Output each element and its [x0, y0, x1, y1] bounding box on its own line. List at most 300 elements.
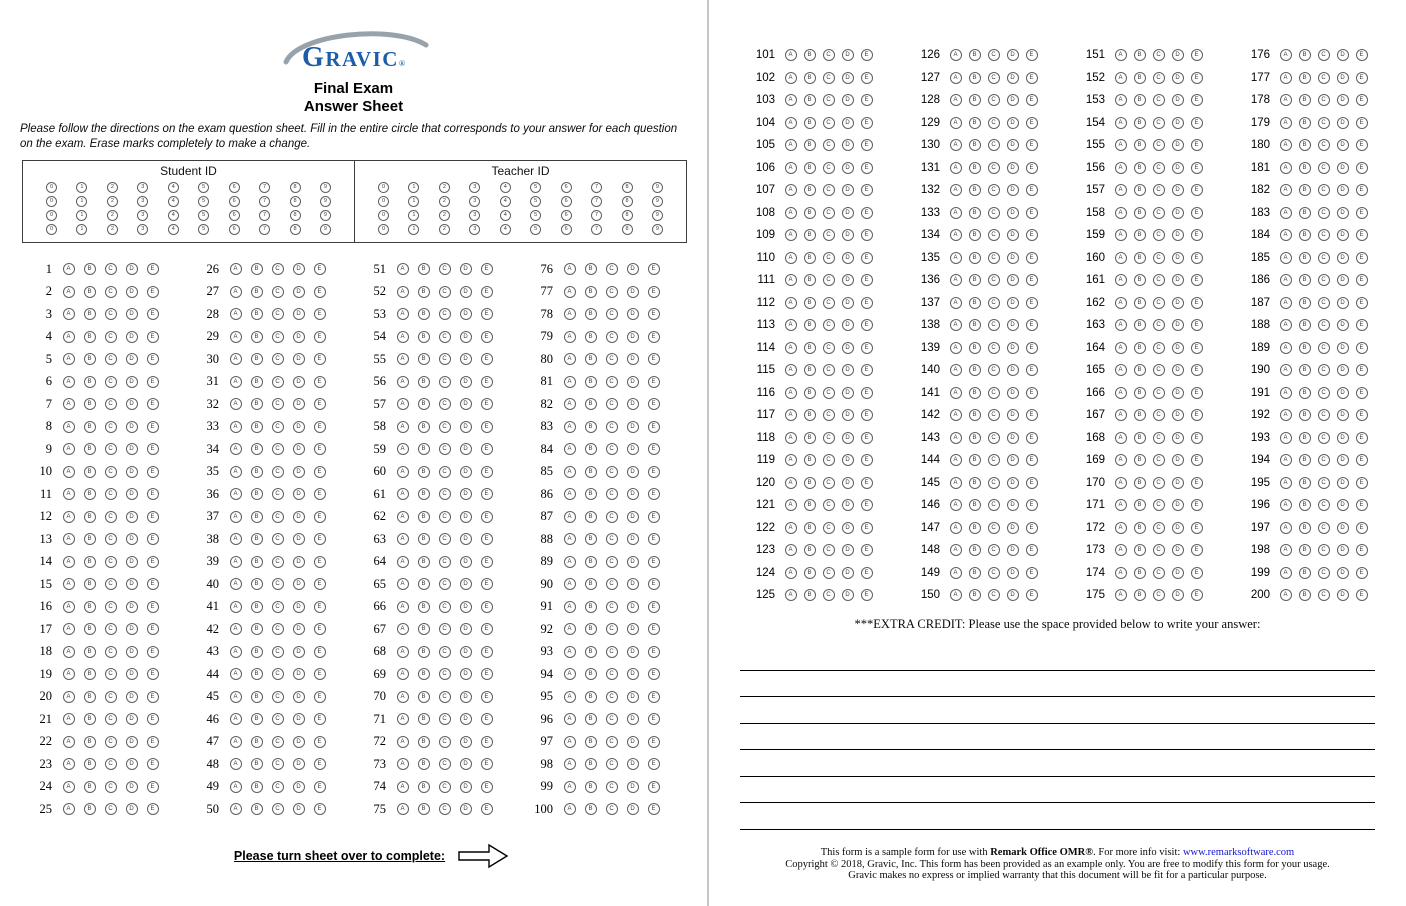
answer-bubble-199-C[interactable]: C — [1318, 567, 1330, 579]
answer-bubble-102-B[interactable]: B — [804, 72, 816, 84]
answer-bubble-17-A[interactable]: A — [63, 623, 75, 635]
answer-bubble-144-B[interactable]: B — [969, 454, 981, 466]
answer-bubble-80-D[interactable]: D — [627, 353, 639, 365]
answer-bubble-166-C[interactable]: C — [1153, 387, 1165, 399]
answer-bubble-144-E[interactable]: E — [1026, 454, 1038, 466]
answer-bubble-67-D[interactable]: D — [460, 623, 472, 635]
answer-bubble-4-E[interactable]: E — [147, 331, 159, 343]
answer-bubble-81-E[interactable]: E — [648, 376, 660, 388]
answer-bubble-111-A[interactable]: A — [785, 274, 797, 286]
answer-bubble-155-E[interactable]: E — [1191, 139, 1203, 151]
answer-bubble-43-C[interactable]: C — [272, 646, 284, 658]
id-digit-bubble-4[interactable]: 4 — [500, 196, 511, 207]
answer-bubble-116-B[interactable]: B — [804, 387, 816, 399]
answer-bubble-47-D[interactable]: D — [293, 736, 305, 748]
answer-bubble-177-E[interactable]: E — [1356, 72, 1368, 84]
answer-bubble-65-E[interactable]: E — [481, 578, 493, 590]
answer-bubble-87-B[interactable]: B — [585, 511, 597, 523]
answer-bubble-132-E[interactable]: E — [1026, 184, 1038, 196]
answer-bubble-180-B[interactable]: B — [1299, 139, 1311, 151]
answer-bubble-76-A[interactable]: A — [564, 263, 576, 275]
answer-bubble-139-B[interactable]: B — [969, 342, 981, 354]
answer-bubble-22-B[interactable]: B — [84, 736, 96, 748]
answer-bubble-196-A[interactable]: A — [1280, 499, 1292, 511]
answer-bubble-72-E[interactable]: E — [481, 736, 493, 748]
answer-bubble-145-A[interactable]: A — [950, 477, 962, 489]
answer-bubble-73-A[interactable]: A — [397, 758, 409, 770]
answer-bubble-193-C[interactable]: C — [1318, 432, 1330, 444]
answer-bubble-142-A[interactable]: A — [950, 409, 962, 421]
answer-bubble-165-C[interactable]: C — [1153, 364, 1165, 376]
answer-bubble-120-A[interactable]: A — [785, 477, 797, 489]
answer-bubble-175-D[interactable]: D — [1172, 589, 1184, 601]
id-digit-bubble-5[interactable]: 5 — [198, 224, 209, 235]
answer-bubble-199-A[interactable]: A — [1280, 567, 1292, 579]
answer-bubble-38-E[interactable]: E — [314, 533, 326, 545]
answer-bubble-3-E[interactable]: E — [147, 308, 159, 320]
answer-bubble-50-A[interactable]: A — [230, 803, 242, 815]
answer-bubble-36-E[interactable]: E — [314, 488, 326, 500]
answer-bubble-22-C[interactable]: C — [105, 736, 117, 748]
answer-bubble-104-A[interactable]: A — [785, 117, 797, 129]
answer-bubble-170-E[interactable]: E — [1191, 477, 1203, 489]
answer-bubble-177-A[interactable]: A — [1280, 72, 1292, 84]
answer-bubble-196-E[interactable]: E — [1356, 499, 1368, 511]
id-digit-bubble-1[interactable]: 1 — [76, 182, 87, 193]
id-digit-bubble-1[interactable]: 1 — [408, 196, 419, 207]
answer-bubble-191-D[interactable]: D — [1337, 387, 1349, 399]
answer-bubble-122-D[interactable]: D — [842, 522, 854, 534]
answer-bubble-84-E[interactable]: E — [648, 443, 660, 455]
answer-bubble-182-C[interactable]: C — [1318, 184, 1330, 196]
answer-bubble-134-B[interactable]: B — [969, 229, 981, 241]
answer-bubble-115-C[interactable]: C — [823, 364, 835, 376]
answer-bubble-159-A[interactable]: A — [1115, 229, 1127, 241]
answer-bubble-83-E[interactable]: E — [648, 421, 660, 433]
answer-bubble-199-D[interactable]: D — [1337, 567, 1349, 579]
answer-bubble-2-E[interactable]: E — [147, 286, 159, 298]
answer-bubble-59-E[interactable]: E — [481, 443, 493, 455]
answer-bubble-190-A[interactable]: A — [1280, 364, 1292, 376]
answer-bubble-102-E[interactable]: E — [861, 72, 873, 84]
answer-bubble-197-B[interactable]: B — [1299, 522, 1311, 534]
answer-bubble-44-A[interactable]: A — [230, 668, 242, 680]
answer-bubble-72-D[interactable]: D — [460, 736, 472, 748]
answer-bubble-166-D[interactable]: D — [1172, 387, 1184, 399]
answer-bubble-196-B[interactable]: B — [1299, 499, 1311, 511]
answer-bubble-133-A[interactable]: A — [950, 207, 962, 219]
answer-bubble-32-C[interactable]: C — [272, 398, 284, 410]
answer-bubble-141-A[interactable]: A — [950, 387, 962, 399]
answer-bubble-68-C[interactable]: C — [439, 646, 451, 658]
answer-bubble-22-D[interactable]: D — [126, 736, 138, 748]
answer-bubble-37-A[interactable]: A — [230, 511, 242, 523]
answer-bubble-88-D[interactable]: D — [627, 533, 639, 545]
answer-bubble-91-B[interactable]: B — [585, 601, 597, 613]
answer-bubble-92-B[interactable]: B — [585, 623, 597, 635]
answer-bubble-113-A[interactable]: A — [785, 319, 797, 331]
answer-bubble-149-A[interactable]: A — [950, 567, 962, 579]
answer-bubble-128-E[interactable]: E — [1026, 94, 1038, 106]
answer-bubble-146-B[interactable]: B — [969, 499, 981, 511]
answer-bubble-70-B[interactable]: B — [418, 691, 430, 703]
answer-bubble-187-A[interactable]: A — [1280, 297, 1292, 309]
answer-bubble-13-D[interactable]: D — [126, 533, 138, 545]
answer-bubble-90-C[interactable]: C — [606, 578, 618, 590]
answer-bubble-90-A[interactable]: A — [564, 578, 576, 590]
answer-bubble-179-E[interactable]: E — [1356, 117, 1368, 129]
answer-bubble-78-B[interactable]: B — [585, 308, 597, 320]
answer-bubble-66-A[interactable]: A — [397, 601, 409, 613]
answer-bubble-63-C[interactable]: C — [439, 533, 451, 545]
answer-bubble-191-E[interactable]: E — [1356, 387, 1368, 399]
answer-bubble-10-A[interactable]: A — [63, 466, 75, 478]
answer-bubble-87-E[interactable]: E — [648, 511, 660, 523]
id-digit-bubble-4[interactable]: 4 — [500, 224, 511, 235]
id-digit-bubble-2[interactable]: 2 — [439, 224, 450, 235]
answer-bubble-82-E[interactable]: E — [648, 398, 660, 410]
answer-bubble-150-A[interactable]: A — [950, 589, 962, 601]
answer-bubble-23-A[interactable]: A — [63, 758, 75, 770]
answer-bubble-194-A[interactable]: A — [1280, 454, 1292, 466]
answer-bubble-107-A[interactable]: A — [785, 184, 797, 196]
id-digit-bubble-7[interactable]: 7 — [591, 210, 602, 221]
answer-bubble-16-A[interactable]: A — [63, 601, 75, 613]
answer-bubble-34-D[interactable]: D — [293, 443, 305, 455]
answer-bubble-124-B[interactable]: B — [804, 567, 816, 579]
answer-bubble-98-E[interactable]: E — [648, 758, 660, 770]
answer-bubble-67-E[interactable]: E — [481, 623, 493, 635]
answer-bubble-53-A[interactable]: A — [397, 308, 409, 320]
answer-bubble-88-B[interactable]: B — [585, 533, 597, 545]
answer-bubble-124-E[interactable]: E — [861, 567, 873, 579]
answer-bubble-26-C[interactable]: C — [272, 263, 284, 275]
answer-bubble-1-C[interactable]: C — [105, 263, 117, 275]
answer-bubble-59-B[interactable]: B — [418, 443, 430, 455]
answer-bubble-68-B[interactable]: B — [418, 646, 430, 658]
id-digit-bubble-9[interactable]: 9 — [652, 196, 663, 207]
answer-bubble-109-A[interactable]: A — [785, 229, 797, 241]
answer-bubble-10-C[interactable]: C — [105, 466, 117, 478]
answer-bubble-52-D[interactable]: D — [460, 286, 472, 298]
answer-bubble-131-E[interactable]: E — [1026, 162, 1038, 174]
answer-bubble-93-E[interactable]: E — [648, 646, 660, 658]
answer-bubble-45-C[interactable]: C — [272, 691, 284, 703]
answer-bubble-14-C[interactable]: C — [105, 556, 117, 568]
answer-bubble-12-A[interactable]: A — [63, 511, 75, 523]
answer-bubble-135-C[interactable]: C — [988, 252, 1000, 264]
answer-bubble-20-C[interactable]: C — [105, 691, 117, 703]
answer-bubble-143-E[interactable]: E — [1026, 432, 1038, 444]
answer-bubble-71-E[interactable]: E — [481, 713, 493, 725]
answer-bubble-86-A[interactable]: A — [564, 488, 576, 500]
answer-bubble-41-C[interactable]: C — [272, 601, 284, 613]
answer-bubble-159-C[interactable]: C — [1153, 229, 1165, 241]
answer-bubble-16-C[interactable]: C — [105, 601, 117, 613]
answer-bubble-107-B[interactable]: B — [804, 184, 816, 196]
answer-bubble-111-C[interactable]: C — [823, 274, 835, 286]
answer-bubble-44-C[interactable]: C — [272, 668, 284, 680]
answer-bubble-148-C[interactable]: C — [988, 544, 1000, 556]
answer-bubble-151-D[interactable]: D — [1172, 49, 1184, 61]
answer-bubble-101-C[interactable]: C — [823, 49, 835, 61]
answer-bubble-72-A[interactable]: A — [397, 736, 409, 748]
answer-bubble-42-B[interactable]: B — [251, 623, 263, 635]
answer-bubble-173-E[interactable]: E — [1191, 544, 1203, 556]
answer-bubble-187-C[interactable]: C — [1318, 297, 1330, 309]
answer-bubble-19-A[interactable]: A — [63, 668, 75, 680]
answer-bubble-194-B[interactable]: B — [1299, 454, 1311, 466]
answer-bubble-40-C[interactable]: C — [272, 578, 284, 590]
answer-bubble-171-C[interactable]: C — [1153, 499, 1165, 511]
answer-bubble-37-D[interactable]: D — [293, 511, 305, 523]
answer-bubble-162-B[interactable]: B — [1134, 297, 1146, 309]
answer-bubble-137-C[interactable]: C — [988, 297, 1000, 309]
answer-bubble-170-D[interactable]: D — [1172, 477, 1184, 489]
answer-bubble-94-C[interactable]: C — [606, 668, 618, 680]
answer-bubble-170-B[interactable]: B — [1134, 477, 1146, 489]
answer-bubble-40-A[interactable]: A — [230, 578, 242, 590]
answer-bubble-107-D[interactable]: D — [842, 184, 854, 196]
answer-bubble-82-B[interactable]: B — [585, 398, 597, 410]
answer-bubble-136-D[interactable]: D — [1007, 274, 1019, 286]
answer-bubble-11-D[interactable]: D — [126, 488, 138, 500]
answer-bubble-52-E[interactable]: E — [481, 286, 493, 298]
answer-bubble-49-D[interactable]: D — [293, 781, 305, 793]
answer-bubble-63-E[interactable]: E — [481, 533, 493, 545]
answer-bubble-165-A[interactable]: A — [1115, 364, 1127, 376]
answer-bubble-126-C[interactable]: C — [988, 49, 1000, 61]
id-digit-bubble-8[interactable]: 8 — [290, 182, 301, 193]
answer-bubble-38-D[interactable]: D — [293, 533, 305, 545]
answer-bubble-85-B[interactable]: B — [585, 466, 597, 478]
answer-bubble-25-D[interactable]: D — [126, 803, 138, 815]
answer-bubble-37-C[interactable]: C — [272, 511, 284, 523]
answer-bubble-70-A[interactable]: A — [397, 691, 409, 703]
answer-bubble-135-A[interactable]: A — [950, 252, 962, 264]
answer-bubble-130-D[interactable]: D — [1007, 139, 1019, 151]
answer-bubble-102-A[interactable]: A — [785, 72, 797, 84]
answer-bubble-84-B[interactable]: B — [585, 443, 597, 455]
answer-bubble-7-A[interactable]: A — [63, 398, 75, 410]
answer-bubble-196-C[interactable]: C — [1318, 499, 1330, 511]
answer-bubble-73-C[interactable]: C — [439, 758, 451, 770]
answer-bubble-96-A[interactable]: A — [564, 713, 576, 725]
answer-bubble-36-D[interactable]: D — [293, 488, 305, 500]
answer-bubble-197-A[interactable]: A — [1280, 522, 1292, 534]
id-digit-bubble-1[interactable]: 1 — [76, 224, 87, 235]
answer-bubble-122-C[interactable]: C — [823, 522, 835, 534]
answer-bubble-47-C[interactable]: C — [272, 736, 284, 748]
answer-bubble-122-A[interactable]: A — [785, 522, 797, 534]
answer-bubble-2-A[interactable]: A — [63, 286, 75, 298]
answer-bubble-25-A[interactable]: A — [63, 803, 75, 815]
answer-bubble-143-A[interactable]: A — [950, 432, 962, 444]
answer-bubble-193-E[interactable]: E — [1356, 432, 1368, 444]
answer-bubble-95-D[interactable]: D — [627, 691, 639, 703]
answer-bubble-57-B[interactable]: B — [418, 398, 430, 410]
answer-bubble-26-E[interactable]: E — [314, 263, 326, 275]
id-digit-bubble-5[interactable]: 5 — [530, 182, 541, 193]
answer-bubble-186-E[interactable]: E — [1356, 274, 1368, 286]
id-digit-bubble-6[interactable]: 6 — [229, 196, 240, 207]
id-digit-bubble-6[interactable]: 6 — [561, 182, 572, 193]
answer-bubble-170-A[interactable]: A — [1115, 477, 1127, 489]
answer-bubble-154-E[interactable]: E — [1191, 117, 1203, 129]
answer-bubble-151-B[interactable]: B — [1134, 49, 1146, 61]
answer-bubble-135-B[interactable]: B — [969, 252, 981, 264]
answer-bubble-186-A[interactable]: A — [1280, 274, 1292, 286]
answer-bubble-67-B[interactable]: B — [418, 623, 430, 635]
answer-bubble-169-E[interactable]: E — [1191, 454, 1203, 466]
id-digit-bubble-7[interactable]: 7 — [259, 224, 270, 235]
answer-bubble-21-D[interactable]: D — [126, 713, 138, 725]
answer-bubble-173-A[interactable]: A — [1115, 544, 1127, 556]
id-digit-bubble-0[interactable]: 0 — [46, 196, 57, 207]
answer-bubble-8-D[interactable]: D — [126, 421, 138, 433]
answer-bubble-69-D[interactable]: D — [460, 668, 472, 680]
answer-bubble-42-A[interactable]: A — [230, 623, 242, 635]
answer-bubble-34-B[interactable]: B — [251, 443, 263, 455]
answer-bubble-30-A[interactable]: A — [230, 353, 242, 365]
answer-bubble-84-C[interactable]: C — [606, 443, 618, 455]
answer-bubble-124-C[interactable]: C — [823, 567, 835, 579]
answer-bubble-79-A[interactable]: A — [564, 331, 576, 343]
id-digit-bubble-0[interactable]: 0 — [378, 196, 389, 207]
answer-bubble-6-C[interactable]: C — [105, 376, 117, 388]
answer-bubble-102-C[interactable]: C — [823, 72, 835, 84]
answer-bubble-50-B[interactable]: B — [251, 803, 263, 815]
answer-bubble-128-C[interactable]: C — [988, 94, 1000, 106]
answer-bubble-65-B[interactable]: B — [418, 578, 430, 590]
answer-bubble-89-A[interactable]: A — [564, 556, 576, 568]
answer-bubble-150-E[interactable]: E — [1026, 589, 1038, 601]
answer-bubble-98-C[interactable]: C — [606, 758, 618, 770]
answer-bubble-61-D[interactable]: D — [460, 488, 472, 500]
answer-bubble-30-C[interactable]: C — [272, 353, 284, 365]
answer-bubble-136-E[interactable]: E — [1026, 274, 1038, 286]
answer-bubble-175-A[interactable]: A — [1115, 589, 1127, 601]
answer-bubble-145-C[interactable]: C — [988, 477, 1000, 489]
answer-bubble-116-E[interactable]: E — [861, 387, 873, 399]
answer-bubble-84-D[interactable]: D — [627, 443, 639, 455]
answer-bubble-28-C[interactable]: C — [272, 308, 284, 320]
answer-bubble-54-A[interactable]: A — [397, 331, 409, 343]
answer-bubble-154-D[interactable]: D — [1172, 117, 1184, 129]
answer-bubble-41-B[interactable]: B — [251, 601, 263, 613]
answer-bubble-72-B[interactable]: B — [418, 736, 430, 748]
answer-bubble-71-B[interactable]: B — [418, 713, 430, 725]
answer-bubble-2-D[interactable]: D — [126, 286, 138, 298]
answer-bubble-120-C[interactable]: C — [823, 477, 835, 489]
answer-bubble-27-D[interactable]: D — [293, 286, 305, 298]
answer-bubble-9-A[interactable]: A — [63, 443, 75, 455]
answer-bubble-189-E[interactable]: E — [1356, 342, 1368, 354]
answer-bubble-198-D[interactable]: D — [1337, 544, 1349, 556]
answer-bubble-103-D[interactable]: D — [842, 94, 854, 106]
answer-bubble-27-B[interactable]: B — [251, 286, 263, 298]
id-digit-bubble-7[interactable]: 7 — [259, 182, 270, 193]
answer-bubble-6-B[interactable]: B — [84, 376, 96, 388]
id-digit-bubble-5[interactable]: 5 — [530, 196, 541, 207]
answer-bubble-141-E[interactable]: E — [1026, 387, 1038, 399]
answer-bubble-90-B[interactable]: B — [585, 578, 597, 590]
answer-bubble-173-D[interactable]: D — [1172, 544, 1184, 556]
answer-bubble-152-B[interactable]: B — [1134, 72, 1146, 84]
answer-bubble-85-C[interactable]: C — [606, 466, 618, 478]
answer-bubble-162-C[interactable]: C — [1153, 297, 1165, 309]
answer-bubble-121-D[interactable]: D — [842, 499, 854, 511]
answer-bubble-185-C[interactable]: C — [1318, 252, 1330, 264]
answer-bubble-60-C[interactable]: C — [439, 466, 451, 478]
answer-bubble-174-C[interactable]: C — [1153, 567, 1165, 579]
answer-bubble-74-D[interactable]: D — [460, 781, 472, 793]
answer-bubble-26-A[interactable]: A — [230, 263, 242, 275]
answer-bubble-135-D[interactable]: D — [1007, 252, 1019, 264]
answer-bubble-189-A[interactable]: A — [1280, 342, 1292, 354]
answer-bubble-21-A[interactable]: A — [63, 713, 75, 725]
answer-bubble-171-B[interactable]: B — [1134, 499, 1146, 511]
answer-bubble-133-D[interactable]: D — [1007, 207, 1019, 219]
answer-bubble-66-D[interactable]: D — [460, 601, 472, 613]
answer-bubble-109-E[interactable]: E — [861, 229, 873, 241]
answer-bubble-123-E[interactable]: E — [861, 544, 873, 556]
answer-bubble-34-C[interactable]: C — [272, 443, 284, 455]
answer-bubble-132-C[interactable]: C — [988, 184, 1000, 196]
answer-bubble-166-A[interactable]: A — [1115, 387, 1127, 399]
answer-bubble-39-C[interactable]: C — [272, 556, 284, 568]
answer-bubble-141-D[interactable]: D — [1007, 387, 1019, 399]
answer-bubble-156-B[interactable]: B — [1134, 162, 1146, 174]
answer-bubble-7-B[interactable]: B — [84, 398, 96, 410]
answer-bubble-9-C[interactable]: C — [105, 443, 117, 455]
answer-bubble-75-C[interactable]: C — [439, 803, 451, 815]
answer-bubble-137-B[interactable]: B — [969, 297, 981, 309]
answer-bubble-80-B[interactable]: B — [585, 353, 597, 365]
answer-bubble-64-E[interactable]: E — [481, 556, 493, 568]
answer-bubble-56-A[interactable]: A — [397, 376, 409, 388]
answer-bubble-21-C[interactable]: C — [105, 713, 117, 725]
answer-bubble-40-D[interactable]: D — [293, 578, 305, 590]
answer-bubble-123-A[interactable]: A — [785, 544, 797, 556]
answer-bubble-165-B[interactable]: B — [1134, 364, 1146, 376]
answer-bubble-145-B[interactable]: B — [969, 477, 981, 489]
answer-bubble-23-C[interactable]: C — [105, 758, 117, 770]
answer-bubble-121-C[interactable]: C — [823, 499, 835, 511]
answer-bubble-67-A[interactable]: A — [397, 623, 409, 635]
answer-bubble-43-A[interactable]: A — [230, 646, 242, 658]
answer-bubble-61-B[interactable]: B — [418, 488, 430, 500]
answer-bubble-92-D[interactable]: D — [627, 623, 639, 635]
answer-bubble-5-A[interactable]: A — [63, 353, 75, 365]
answer-bubble-100-A[interactable]: A — [564, 803, 576, 815]
id-digit-bubble-0[interactable]: 0 — [46, 210, 57, 221]
answer-bubble-91-C[interactable]: C — [606, 601, 618, 613]
answer-bubble-33-C[interactable]: C — [272, 421, 284, 433]
id-digit-bubble-3[interactable]: 3 — [469, 210, 480, 221]
answer-bubble-17-D[interactable]: D — [126, 623, 138, 635]
answer-bubble-105-C[interactable]: C — [823, 139, 835, 151]
answer-bubble-92-C[interactable]: C — [606, 623, 618, 635]
answer-bubble-97-C[interactable]: C — [606, 736, 618, 748]
answer-bubble-184-B[interactable]: B — [1299, 229, 1311, 241]
answer-bubble-43-E[interactable]: E — [314, 646, 326, 658]
answer-bubble-44-B[interactable]: B — [251, 668, 263, 680]
answer-bubble-5-D[interactable]: D — [126, 353, 138, 365]
id-digit-bubble-0[interactable]: 0 — [378, 210, 389, 221]
answer-bubble-62-D[interactable]: D — [460, 511, 472, 523]
answer-line[interactable] — [740, 644, 1375, 671]
